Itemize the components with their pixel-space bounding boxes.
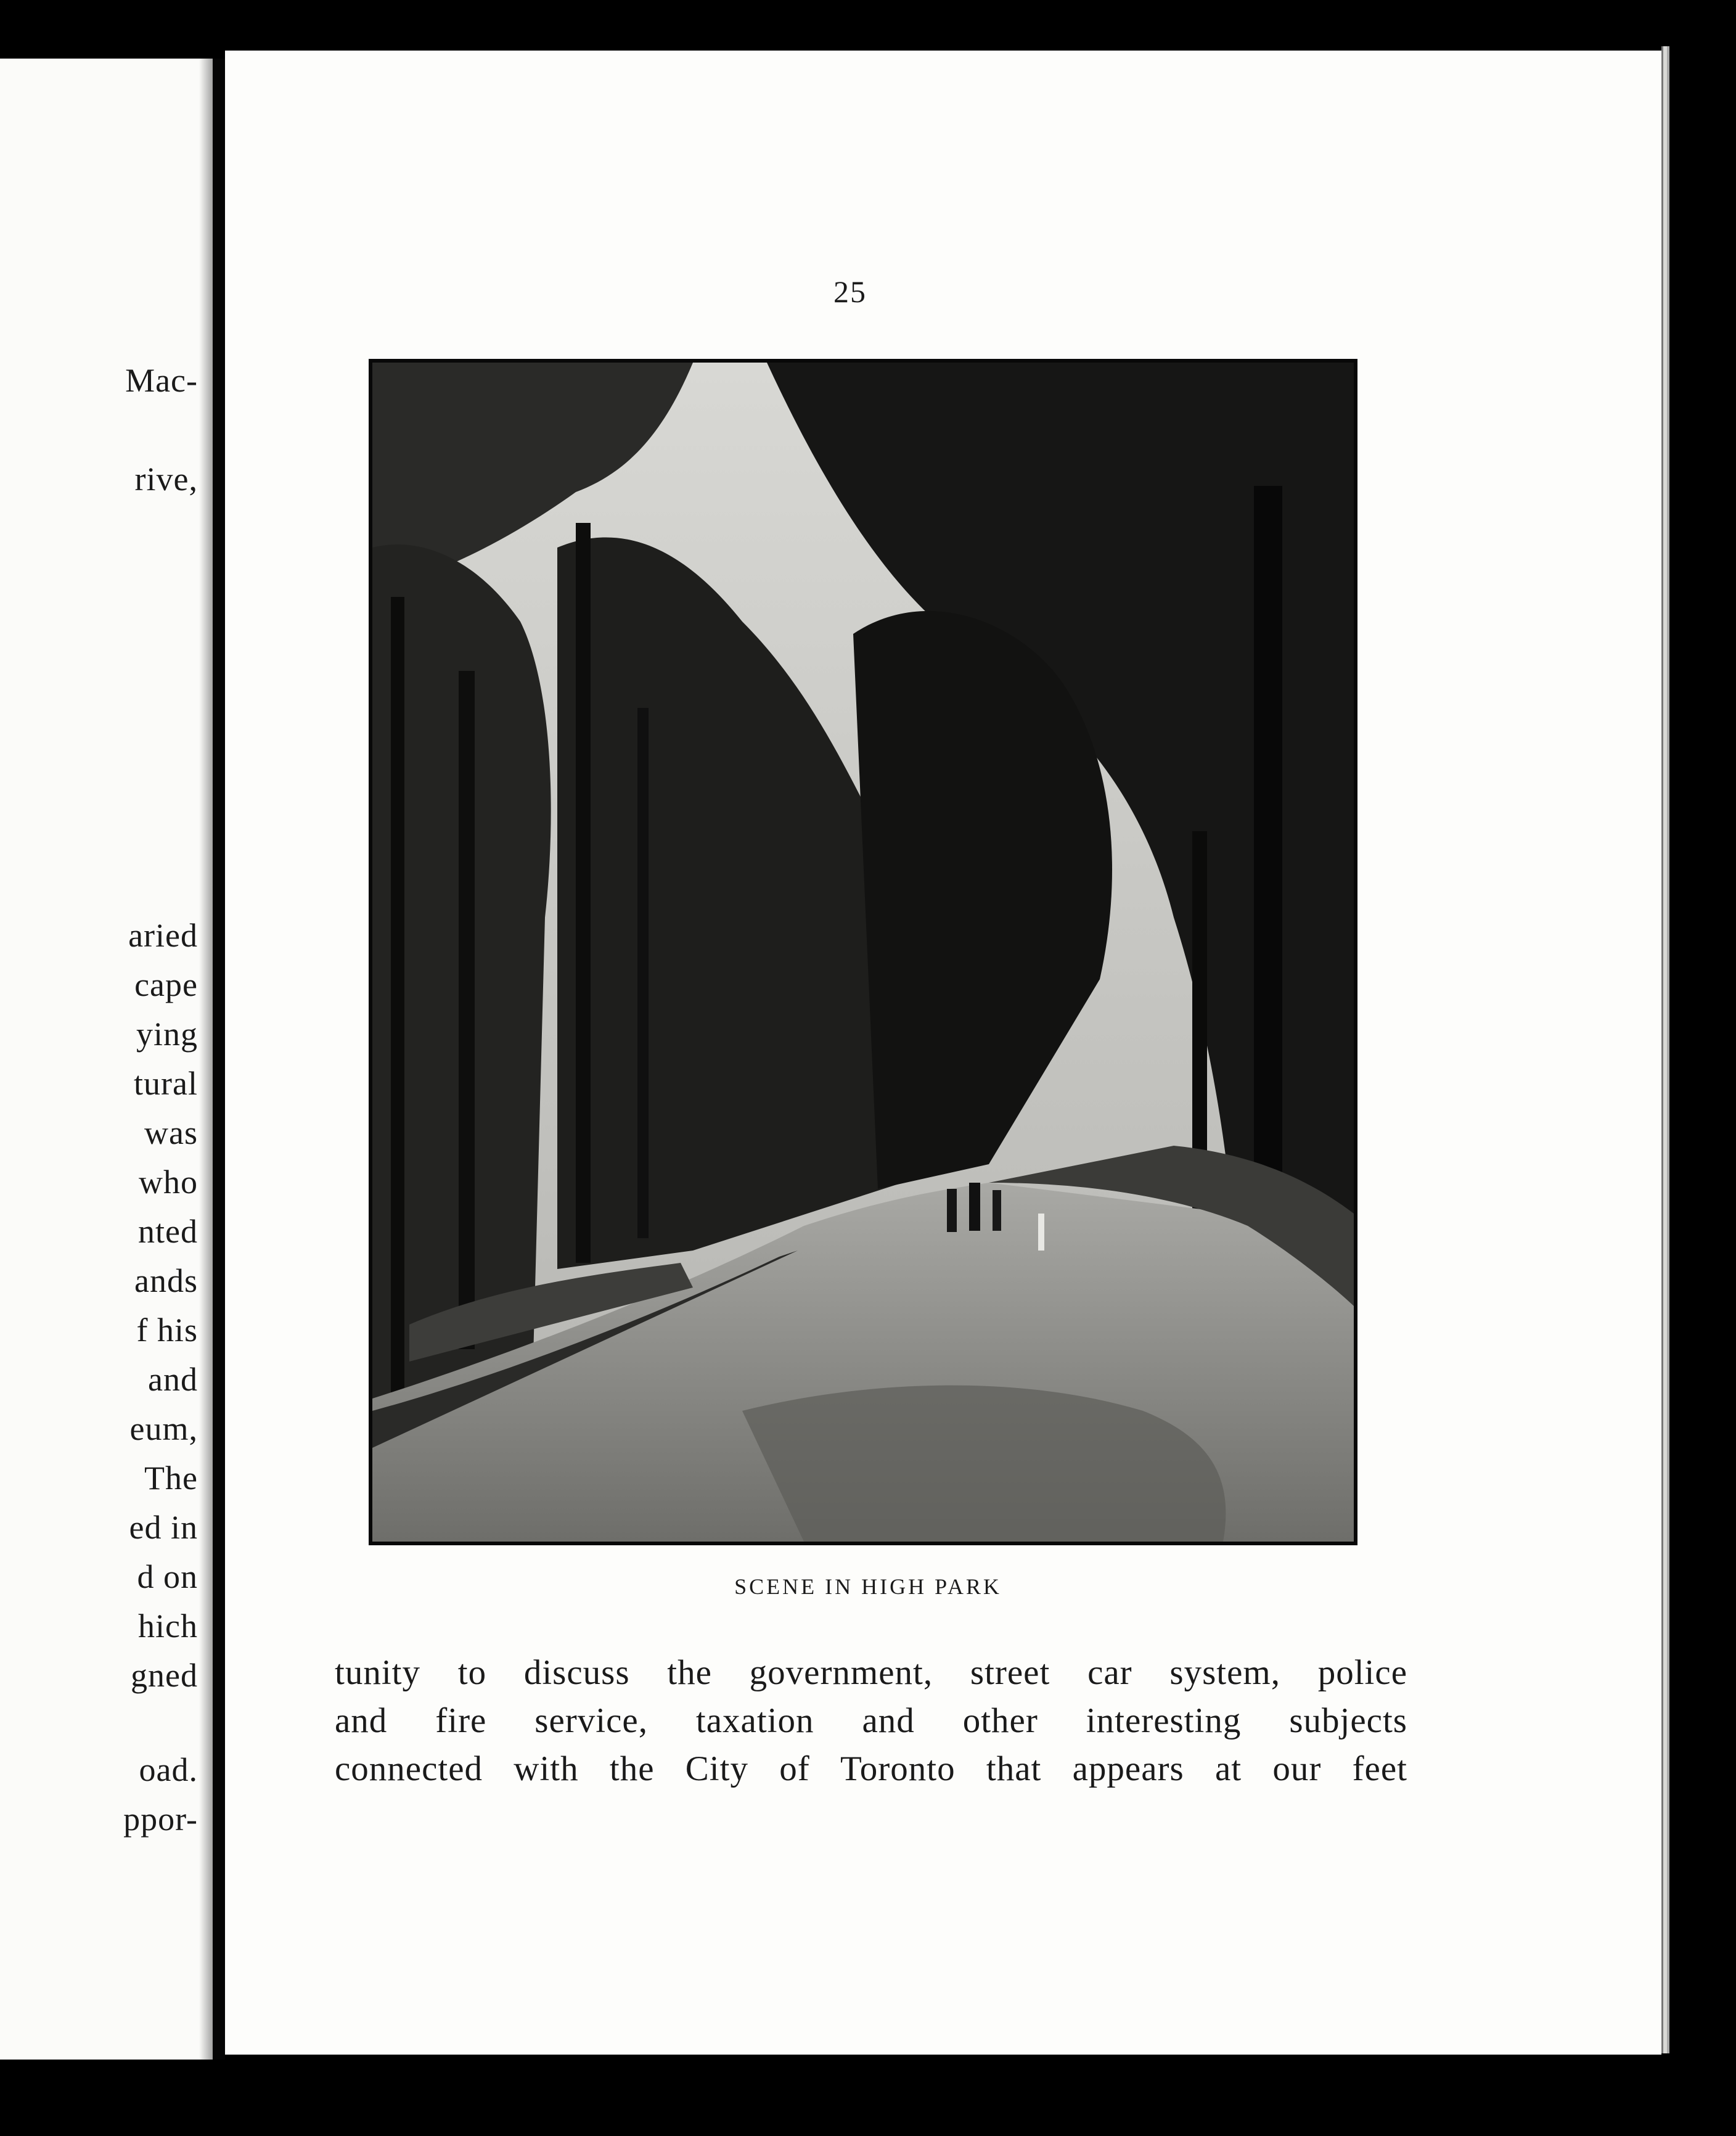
- body-text-line: connected with the City of Toronto that appears at our feet: [335, 1749, 1407, 1788]
- left-page-line: and: [148, 1361, 198, 1398]
- left-page-line: gned: [131, 1657, 198, 1694]
- left-page-line: f his: [136, 1312, 198, 1349]
- body-text-line: tunity to discuss the government, street car system, police: [335, 1653, 1407, 1692]
- scan-border-bottom: [0, 2060, 1736, 2136]
- left-page-line: hich: [138, 1608, 198, 1645]
- left-page-line: ands: [134, 1262, 198, 1299]
- left-page-line: aried: [128, 917, 198, 954]
- left-page-line: nted: [138, 1213, 198, 1250]
- left-page-line: ppor-: [123, 1801, 198, 1838]
- left-page-line: cape: [134, 966, 198, 1003]
- book-spine: [213, 59, 225, 2060]
- photo-caption: SCENE IN HIGH PARK: [734, 1574, 1002, 1599]
- page-edge: [1661, 46, 1669, 2053]
- left-page-line: was: [144, 1114, 198, 1151]
- left-page-line: oad.: [139, 1751, 198, 1788]
- left-page-line: ed in: [129, 1509, 198, 1546]
- left-facing-page: [0, 59, 213, 2060]
- left-page-line: who: [139, 1164, 198, 1201]
- gutter-shadow: [199, 59, 213, 2060]
- left-page-line: eum,: [129, 1410, 198, 1447]
- left-page-line: Mac-: [125, 362, 198, 399]
- left-page-line: rive,: [134, 461, 198, 498]
- body-text-line: and fire service, taxation and other interesting subjects: [335, 1701, 1407, 1740]
- park-photograph: [369, 359, 1357, 1545]
- left-page-line: ying: [136, 1016, 198, 1053]
- left-page-line: tural: [134, 1065, 198, 1102]
- page-number: 25: [833, 274, 867, 309]
- left-page-line: d on: [137, 1558, 198, 1595]
- park-photograph-image: [372, 363, 1354, 1542]
- left-page-line: The: [144, 1460, 198, 1497]
